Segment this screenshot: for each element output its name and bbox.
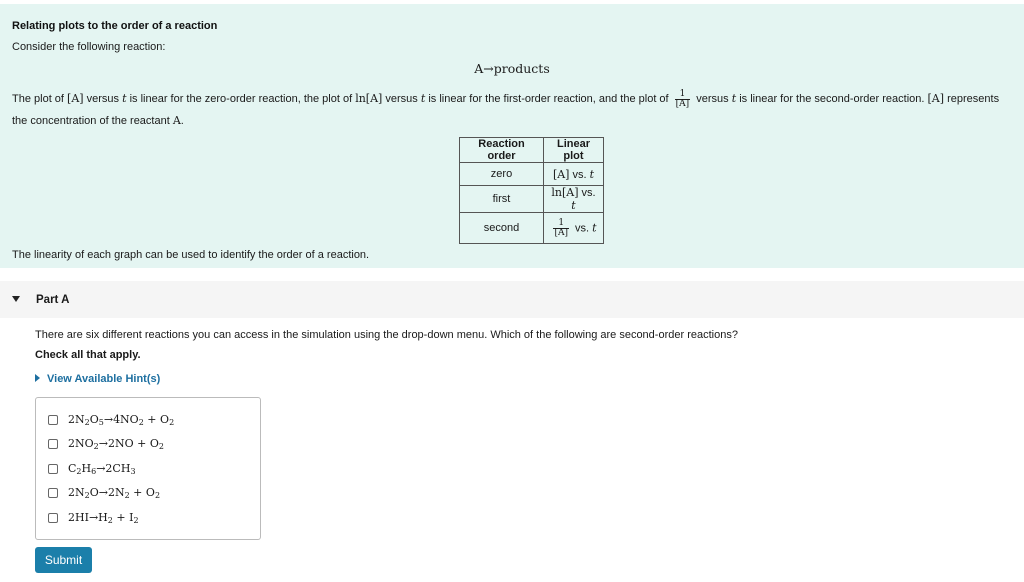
checkbox[interactable] bbox=[48, 513, 58, 523]
choice-option[interactable] bbox=[48, 436, 164, 452]
plot-cell bbox=[544, 186, 604, 213]
checkbox[interactable] bbox=[48, 464, 58, 474]
para-math: t bbox=[420, 92, 426, 105]
species: 4NO bbox=[113, 413, 139, 426]
reaction-equation: A→products bbox=[474, 61, 550, 76]
para-text: is linear for the first-order reaction, and the plot of bbox=[425, 93, 672, 105]
subscript: 2 bbox=[169, 418, 175, 427]
reaction-arrow: → bbox=[103, 413, 114, 426]
hint-link-label: View Available Hint(s) bbox=[47, 373, 161, 385]
para-text: versus bbox=[382, 93, 421, 105]
choice-label bbox=[68, 511, 139, 525]
subscript: 2 bbox=[107, 516, 113, 525]
para-text: versus bbox=[693, 93, 732, 105]
para-math: t bbox=[731, 92, 737, 105]
plot-fraction bbox=[553, 219, 569, 238]
intro-panel bbox=[0, 4, 1024, 268]
checkbox[interactable] bbox=[48, 488, 58, 498]
species: N bbox=[75, 486, 85, 499]
para-text: The plot of bbox=[12, 93, 68, 105]
vs-text: vs. bbox=[569, 168, 590, 181]
checkbox[interactable] bbox=[48, 439, 58, 449]
order-cell: first bbox=[460, 186, 544, 213]
part-a-header[interactable] bbox=[0, 281, 1024, 318]
species: O bbox=[89, 486, 99, 499]
plus-sign: + bbox=[133, 437, 150, 450]
submit-button[interactable]: Submit bbox=[35, 547, 92, 573]
para-math: A bbox=[172, 114, 181, 127]
fraction-denominator: [A] bbox=[554, 227, 568, 238]
choice-option[interactable] bbox=[48, 510, 139, 526]
time-variable: t bbox=[571, 199, 576, 212]
choice-option[interactable] bbox=[48, 485, 160, 501]
intro-title: Relating plots to the order of a reaction bbox=[12, 20, 218, 32]
reaction-arrow: → bbox=[98, 437, 108, 450]
linearity-note: The linearity of each graph can be used to identify the order of a reaction. bbox=[12, 249, 370, 261]
choice-option[interactable] bbox=[48, 461, 136, 477]
coefficient: 2 bbox=[68, 437, 75, 450]
species: N bbox=[75, 413, 85, 426]
subscript: 2 bbox=[154, 491, 161, 500]
plus-sign: + bbox=[112, 511, 130, 524]
intro-paragraph bbox=[12, 88, 1007, 132]
plot-expression: ln[A] bbox=[551, 186, 579, 199]
subscript: 5 bbox=[98, 418, 104, 427]
choice-label bbox=[68, 486, 160, 500]
vs-text: vs. bbox=[571, 221, 593, 234]
para-text: is linear for the second-order reaction. bbox=[736, 93, 928, 105]
answer-choices-box bbox=[35, 397, 261, 540]
inverse-concentration-fraction bbox=[675, 90, 691, 109]
choice-label bbox=[68, 462, 136, 476]
species: 2CH bbox=[105, 462, 131, 475]
para-math: [A] bbox=[67, 92, 84, 105]
order-cell: second bbox=[460, 213, 544, 244]
plot-expression: [A] bbox=[552, 167, 570, 181]
coefficient: 2 bbox=[68, 511, 75, 524]
part-label: Part A bbox=[36, 294, 70, 306]
para-math: t bbox=[122, 92, 127, 105]
para-text: . bbox=[180, 115, 184, 127]
intro-subtitle: Consider the following reaction: bbox=[12, 41, 166, 53]
fraction-numerator: 1 bbox=[553, 219, 569, 229]
coefficient: 2 bbox=[68, 486, 75, 499]
subscript: 2 bbox=[124, 491, 130, 500]
caret-right-icon bbox=[35, 374, 40, 382]
choice-option[interactable] bbox=[48, 412, 174, 428]
view-hints-link[interactable] bbox=[35, 373, 160, 385]
table-header: Reaction order bbox=[460, 138, 544, 163]
subscript: 2 bbox=[158, 442, 164, 451]
species: NO bbox=[75, 437, 94, 450]
check-all-instruction: Check all that apply. bbox=[35, 349, 141, 361]
species: O bbox=[145, 486, 155, 499]
caret-down-icon[interactable] bbox=[12, 296, 20, 302]
para-math: ln[A] bbox=[355, 92, 383, 105]
species: H bbox=[98, 511, 108, 524]
subscript: 6 bbox=[91, 467, 97, 476]
species: 2N bbox=[107, 486, 125, 499]
subscript: 2 bbox=[133, 516, 139, 525]
plot-cell bbox=[544, 213, 604, 244]
reaction-order-table bbox=[459, 137, 604, 244]
reaction-arrow: → bbox=[96, 462, 106, 475]
question-text: There are six different reactions you can access in the simulation using the drop-down menu. Which of the following are second-order reactions? bbox=[35, 329, 738, 341]
species: HI bbox=[75, 511, 89, 524]
subscript: 2 bbox=[93, 442, 99, 451]
table-row bbox=[460, 163, 604, 186]
para-math: [A] bbox=[927, 92, 945, 105]
plus-sign: + bbox=[143, 413, 161, 426]
subscript: 2 bbox=[138, 418, 144, 427]
vs-text: vs. bbox=[578, 187, 596, 199]
fraction-denominator: [A] bbox=[675, 98, 690, 109]
table-row bbox=[460, 213, 604, 244]
species: C bbox=[68, 462, 77, 475]
plus-sign: + bbox=[129, 486, 146, 499]
table-header-row bbox=[460, 138, 604, 163]
table-header: Linear plot bbox=[544, 138, 604, 163]
para-text: is linear for the zero-order reaction, the plot of bbox=[126, 93, 356, 105]
species: I bbox=[129, 511, 134, 524]
reaction-arrow: → bbox=[88, 511, 99, 524]
time-variable: t bbox=[589, 167, 595, 181]
subscript: 3 bbox=[130, 467, 136, 476]
choice-label bbox=[68, 413, 174, 427]
species: O bbox=[89, 413, 99, 426]
species: O bbox=[149, 437, 159, 450]
para-text: represents the concentration of the reactant bbox=[12, 93, 1000, 127]
fraction-numerator: 1 bbox=[675, 90, 691, 100]
species: O bbox=[160, 413, 170, 426]
species: 2NO bbox=[107, 437, 134, 450]
species: H bbox=[81, 462, 92, 475]
time-variable: t bbox=[592, 220, 597, 234]
para-text: versus bbox=[83, 93, 123, 105]
choice-label bbox=[68, 437, 164, 451]
plot-cell bbox=[544, 163, 604, 186]
order-cell: zero bbox=[460, 163, 544, 186]
reaction-arrow: → bbox=[98, 486, 108, 499]
table-row bbox=[460, 186, 604, 213]
subscript: 2 bbox=[84, 491, 90, 500]
subscript: 2 bbox=[84, 418, 90, 427]
coefficient: 2 bbox=[68, 413, 75, 426]
subscript: 2 bbox=[76, 467, 82, 476]
checkbox[interactable] bbox=[48, 415, 58, 425]
